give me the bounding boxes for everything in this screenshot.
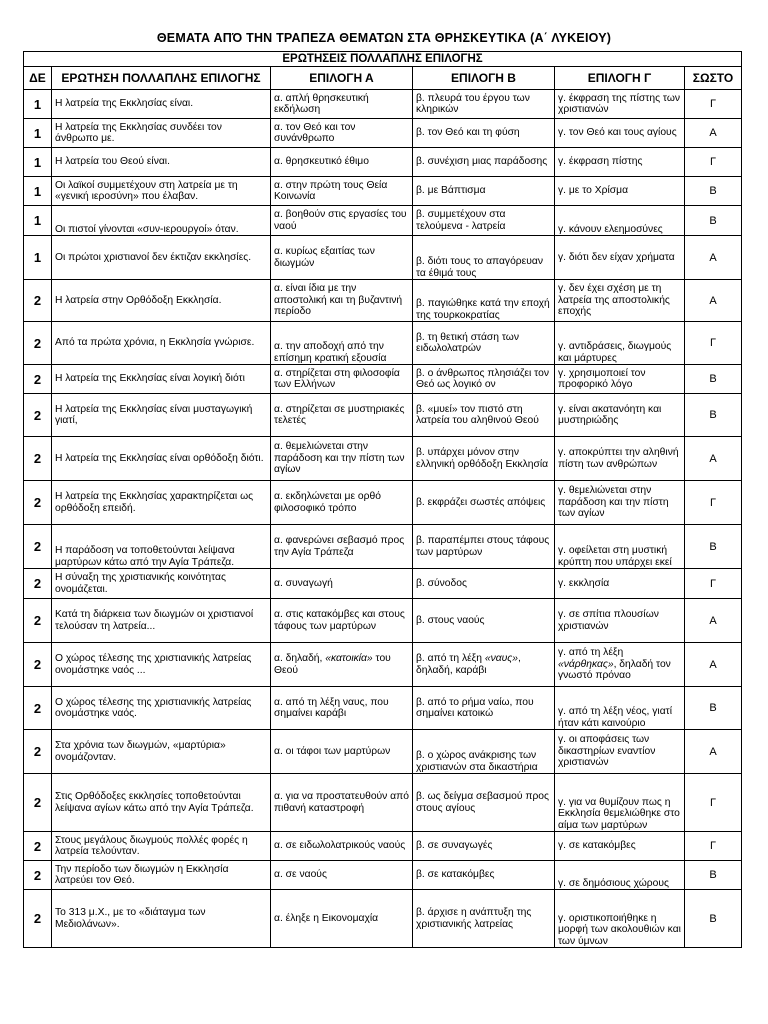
answer-cell: Γ xyxy=(685,832,742,861)
table-row xyxy=(24,177,742,206)
difficulty-cell: 2 xyxy=(24,394,52,437)
option-g-cell: γ. με το Χρίσμα xyxy=(555,177,685,206)
questions-table xyxy=(23,51,742,948)
option-a-emphasis: «κατοικία» xyxy=(325,653,373,664)
question-cell: Από τα πρώτα χρόνια, η Εκκλησία γνώρισε. xyxy=(52,322,271,365)
question-cell: Η λατρεία της Εκκλησίας συνδέει τον άνθρωπο με. xyxy=(52,119,271,148)
option-a-cell: α. θρησκευτικό έθιμο xyxy=(271,148,413,177)
option-g-cell: γ. έκφραση της πίστης των χριστιανών xyxy=(555,90,685,119)
table-row xyxy=(24,236,742,280)
difficulty-cell: 2 xyxy=(24,437,52,481)
answer-cell: Γ xyxy=(685,774,742,832)
header-de: ΔΕ xyxy=(24,67,52,90)
option-g-cell: γ. σε δημόσιους χώρους xyxy=(555,861,685,890)
option-g-emphasis: «νάρθηκας» xyxy=(558,658,614,670)
option-g-cell: γ. έκφραση πίστης xyxy=(555,148,685,177)
table-row xyxy=(24,569,742,599)
header-correct: ΣΩΣΤΟ xyxy=(685,67,742,90)
option-a-cell: α. στηρίζεται σε μυστηριακές τελετές xyxy=(271,394,413,437)
option-a-suffix: του Θεού xyxy=(274,653,391,676)
option-g-cell: γ. θεμελιώνεται στην παράδοση και την πίστη των αγίων xyxy=(555,481,685,525)
answer-cell: Α xyxy=(685,730,742,774)
option-a-cell: α. σε ειδωλολατρικούς ναούς xyxy=(271,832,413,861)
table-row xyxy=(24,481,742,525)
option-g-cell: γ. οι αποφάσεις των δικαστηρίων εναντίον χριστιανών xyxy=(555,730,685,774)
option-g-cell: γ. είναι ακατανόητη και μυστηριώδης xyxy=(555,394,685,437)
option-g-prefix: γ. από τη λέξη xyxy=(558,647,624,659)
table-row xyxy=(24,774,742,832)
option-g-cell: γ. αποκρύπτει την αληθινή πίστη των ανθρώπων xyxy=(555,437,685,481)
difficulty-cell: 2 xyxy=(24,322,52,365)
option-b-cell: β. ο χώρος ανάκρισης των χριστιανών στα δικαστήρια xyxy=(413,730,555,774)
option-g-cell: γ. δεν έχει σχέση με τη λατρεία της αποστολικής εποχής xyxy=(555,280,685,322)
table-row xyxy=(24,394,742,437)
option-a-cell: α. την αποδοχή από την επίσημη κρατική εξουσία xyxy=(271,322,413,365)
answer-cell: Β xyxy=(685,525,742,569)
difficulty-cell: 2 xyxy=(24,525,52,569)
answer-cell: Β xyxy=(685,365,742,394)
question-cell: Η λατρεία του Θεού είναι. xyxy=(52,148,271,177)
option-g-cell: γ. χρησιμοποιεί τον προφορικό λόγο xyxy=(555,365,685,394)
question-cell: Η λατρεία στην Ορθόδοξη Εκκλησία. xyxy=(52,280,271,322)
option-b-cell: β. παραπέμπει στους τάφους των μαρτύρων xyxy=(413,525,555,569)
option-b-cell: β. υπάρχει μόνον στην ελληνική ορθόδοξη Εκκλησία xyxy=(413,437,555,481)
caption-row xyxy=(24,52,742,67)
difficulty-cell: 2 xyxy=(24,774,52,832)
question-cell: Η σύναξη της χριστιανικής κοινότητας ονομάζεται. xyxy=(52,569,271,599)
option-a-cell: α. στις κατακόμβες και στους τάφους των μαρτύρων xyxy=(271,599,413,643)
table-row xyxy=(24,890,742,948)
option-b-cell: β. ως δείγμα σεβασμού προς στους αγίους xyxy=(413,774,555,832)
difficulty-cell: 2 xyxy=(24,365,52,394)
option-a-cell: α. για να προστατευθούν από πιθανή καταστροφή xyxy=(271,774,413,832)
answer-cell: Γ xyxy=(685,322,742,365)
question-cell: Η λατρεία της Εκκλησίας χαρακτηρίζεται ως ορθόδοξη επειδή. xyxy=(52,481,271,525)
question-cell: Η λατρεία της Εκκλησίας είναι. xyxy=(52,90,271,119)
option-a-cell: α. θεμελιώνεται στην παράδοση και την πίστη των αγίων xyxy=(271,437,413,481)
option-b-cell: β. ο άνθρωπος πλησιάζει τον Θεό ως λογικό ον xyxy=(413,365,555,394)
option-g-cell: γ. σε σπίτια πλουσίων χριστιανών xyxy=(555,599,685,643)
option-b-cell: β. άρχισε η ανάπτυξη της χριστιανικής λατρείας xyxy=(413,890,555,948)
option-b-cell: β. παγιώθηκε κατά την εποχή της τουρκοκρατίας xyxy=(413,280,555,322)
difficulty-cell: 1 xyxy=(24,148,52,177)
table-row xyxy=(24,322,742,365)
answer-cell: Α xyxy=(685,643,742,687)
option-a-cell: α. απλή θρησκευτική εκδήλωση xyxy=(271,90,413,119)
option-g-cell: γ. τον Θεό και τους αγίους xyxy=(555,119,685,148)
difficulty-cell: 2 xyxy=(24,861,52,890)
question-cell: Στις Ορθόδοξες εκκλησίες τοποθετούνται λείψανα αγίων κάτω από την Αγία Τράπεζα. xyxy=(52,774,271,832)
option-b-emphasis: «ναυς» xyxy=(484,653,519,664)
answer-cell: Β xyxy=(685,687,742,730)
option-a-cell: α. είναι ίδια με την αποστολική και τη βυζαντινή περίοδο xyxy=(271,280,413,322)
question-cell: Η παράδοση να τοποθετούνται λείψανα μαρτύρων κάτω από την Αγία Τράπεζα. xyxy=(52,525,271,569)
option-b-cell: β. στους ναούς xyxy=(413,599,555,643)
header-question: ΕΡΩΤΗΣΗ ΠΟΛΛΑΠΛΗΣ ΕΠΙΛΟΓΗΣ xyxy=(52,67,271,90)
option-a-cell: α. στην πρώτη τους Θεία Κοινωνία xyxy=(271,177,413,206)
answer-cell: Γ xyxy=(685,569,742,599)
option-g-cell: γ. οριστικοποιήθηκε η μορφή των ακολουθιών και των ύμνων xyxy=(555,890,685,948)
question-cell: Ο χώρος τέλεσης της χριστιανικής λατρείας ονομάστηκε ναός ... xyxy=(52,643,271,687)
option-a-cell: α. έληξε η Εικονομαχία xyxy=(271,890,413,948)
difficulty-cell: 2 xyxy=(24,730,52,774)
table-row xyxy=(24,832,742,861)
option-b-cell: β. «μυεί» τον πιστό στη λατρεία του αληθινού Θεού xyxy=(413,394,555,437)
table-row xyxy=(24,643,742,687)
difficulty-cell: 2 xyxy=(24,832,52,861)
difficulty-cell: 2 xyxy=(24,890,52,948)
option-a-cell: α. στηρίζεται στη φιλοσοφία των Ελλήνων xyxy=(271,365,413,394)
option-g-cell: γ. για να θυμίζουν πως η Εκκλησία θεμελιώθηκε στο αίμα των μαρτύρων xyxy=(555,774,685,832)
answer-cell: Γ xyxy=(685,90,742,119)
option-b-cell: β. τον Θεό και τη φύση xyxy=(413,119,555,148)
option-g-cell: γ. αντιδράσεις, διωγμούς και μάρτυρες xyxy=(555,322,685,365)
option-g-cell: γ. οφείλεται στη μυστική κρύπτη που υπάρχει εκεί xyxy=(555,525,685,569)
option-a-cell: α. συναγωγή xyxy=(271,569,413,599)
answer-cell: Α xyxy=(685,437,742,481)
question-cell: Η λατρεία της Εκκλησίας είναι μυσταγωγική γιατί, xyxy=(52,394,271,437)
option-b-cell: β. συνέχιση μιας παράδοσης xyxy=(413,148,555,177)
option-b-cell: β. από το ρήμα ναίω, που σημαίνει κατοικώ xyxy=(413,687,555,730)
option-a-cell: α. κυρίως εξαιτίας των διωγμών xyxy=(271,236,413,280)
option-g-cell xyxy=(555,643,685,687)
option-b-cell: β. πλευρά του έργου των κληρικών xyxy=(413,90,555,119)
answer-cell: Α xyxy=(685,599,742,643)
header-option-g: ΕΠΙΛΟΓΗ Γ xyxy=(555,67,685,90)
option-g-suffix: , δηλαδή τον γνωστό πρόναο xyxy=(558,658,671,682)
answer-cell: Β xyxy=(685,861,742,890)
option-a-cell: α. τον Θεό και τον συνάνθρωπο xyxy=(271,119,413,148)
answer-cell: Γ xyxy=(685,481,742,525)
difficulty-cell: 2 xyxy=(24,280,52,322)
option-g-cell: γ. κάνουν ελεημοσύνες xyxy=(555,206,685,236)
question-cell: Ο χώρος τέλεσης της χριστιανικής λατρείας ονομάστηκε ναός. xyxy=(52,687,271,730)
table-row xyxy=(24,687,742,730)
table-row xyxy=(24,206,742,236)
table-row xyxy=(24,119,742,148)
difficulty-cell: 1 xyxy=(24,119,52,148)
difficulty-cell: 2 xyxy=(24,599,52,643)
table-row xyxy=(24,730,742,774)
table-row xyxy=(24,280,742,322)
option-a-cell: α. σε ναούς xyxy=(271,861,413,890)
difficulty-cell: 2 xyxy=(24,643,52,687)
question-cell: Η λατρεία της Εκκλησίας είναι ορθόδοξη διότι. xyxy=(52,437,271,481)
option-b-cell: β. εκφράζει σωστές απόψεις xyxy=(413,481,555,525)
option-a-prefix: α. δηλαδή, xyxy=(274,653,326,664)
option-b-cell: β. συμμετέχουν στα τελούμενα - λατρεία xyxy=(413,206,555,236)
answer-cell: Β xyxy=(685,206,742,236)
option-b-cell: β. τη θετική στάση των ειδωλολατρών xyxy=(413,322,555,365)
table-row xyxy=(24,148,742,177)
difficulty-cell: 1 xyxy=(24,206,52,236)
option-g-cell: γ. σε κατακόμβες xyxy=(555,832,685,861)
difficulty-cell: 1 xyxy=(24,177,52,206)
option-b-cell: β. σε συναγωγές xyxy=(413,832,555,861)
difficulty-cell: 2 xyxy=(24,569,52,599)
header-option-a: ΕΠΙΛΟΓΗ Α xyxy=(271,67,413,90)
question-cell: Το 313 μ.Χ., με το «διάταγμα των Μεδιολάνων». xyxy=(52,890,271,948)
option-b-cell xyxy=(413,643,555,687)
option-b-suffix: , δηλαδή, καράβι xyxy=(416,653,521,676)
option-a-cell: α. βοηθούν στις εργασίες του ναού xyxy=(271,206,413,236)
table-row xyxy=(24,525,742,569)
question-cell: Η λατρεία της Εκκλησίας είναι λογική διότι xyxy=(52,365,271,394)
header-option-b: ΕΠΙΛΟΓΗ Β xyxy=(413,67,555,90)
header-row xyxy=(24,67,742,90)
question-cell: Στα χρόνια των διωγμών, «μαρτύρια» ονομάζονταν. xyxy=(52,730,271,774)
option-a-cell: α. φανερώνει σεβασμό προς την Αγία Τράπεζα xyxy=(271,525,413,569)
table-row xyxy=(24,861,742,890)
answer-cell: Α xyxy=(685,236,742,280)
answer-cell: Α xyxy=(685,119,742,148)
difficulty-cell: 1 xyxy=(24,236,52,280)
option-b-cell: β. σύνοδος xyxy=(413,569,555,599)
answer-cell: Β xyxy=(685,177,742,206)
option-b-prefix: β. από τη λέξη xyxy=(416,653,485,664)
option-b-cell: β. σε κατακόμβες xyxy=(413,861,555,890)
table-row xyxy=(24,90,742,119)
question-cell: Κατά τη διάρκεια των διωγμών οι χριστιανοί τελούσαν τη λατρεία... xyxy=(52,599,271,643)
answer-cell: Β xyxy=(685,890,742,948)
answer-cell: Γ xyxy=(685,148,742,177)
option-a-cell: α. εκδηλώνεται με ορθό φιλοσοφικό τρόπο xyxy=(271,481,413,525)
question-cell: Στους μεγάλους διωγμούς πολλές φορές η λατρεία τελούνταν. xyxy=(52,832,271,861)
difficulty-cell: 1 xyxy=(24,90,52,119)
option-g-cell: γ. από τη λέξη νέος, γιατί ήταν κάτι καινούριο xyxy=(555,687,685,730)
difficulty-cell: 2 xyxy=(24,481,52,525)
answer-cell: Α xyxy=(685,280,742,322)
option-b-cell: β. με Βάπτισμα xyxy=(413,177,555,206)
answer-cell: Β xyxy=(685,394,742,437)
table-row xyxy=(24,599,742,643)
option-a-cell xyxy=(271,643,413,687)
question-cell: Οι πρώτοι χριστιανοί δεν έκτιζαν εκκλησίες. xyxy=(52,236,271,280)
option-g-cell: γ. εκκλησία xyxy=(555,569,685,599)
option-a-cell: α. οι τάφοι των μαρτύρων xyxy=(271,730,413,774)
question-cell: Οι λαϊκοί συμμετέχουν στη λατρεία με τη «γενική ιεροσύνη» που έλαβαν. xyxy=(52,177,271,206)
question-cell: Την περίοδο των διωγμών η Εκκλησία λατρεύει τον Θεό. xyxy=(52,861,271,890)
table-row xyxy=(24,365,742,394)
option-g-cell: γ. διότι δεν είχαν χρήματα xyxy=(555,236,685,280)
question-cell: Οι πιστοί γίνονται «συν-ιερουργοί» όταν. xyxy=(52,206,271,236)
difficulty-cell: 2 xyxy=(24,687,52,730)
option-a-cell: α. από τη λέξη ναυς, που σημαίνει καράβι xyxy=(271,687,413,730)
table-caption: ΕΡΩΤΗΣΕΙΣ ΠΟΛΛΑΠΛΗΣ ΕΠΙΛΟΓΗΣ xyxy=(24,52,742,67)
table-row xyxy=(24,437,742,481)
document-title: ΘΕΜΑΤΑ ΑΠΌ ΤΗΝ ΤΡΑΠΕΖΑ ΘΕΜΑΤΩΝ ΣΤΑ ΘΡΗΣΚΕΥΤΙΚΑ (Α΄ ΛΥΚΕΙΟΥ) xyxy=(156,31,612,45)
option-b-cell: β. διότι τους το απαγόρευαν τα έθιμά τους xyxy=(413,236,555,280)
